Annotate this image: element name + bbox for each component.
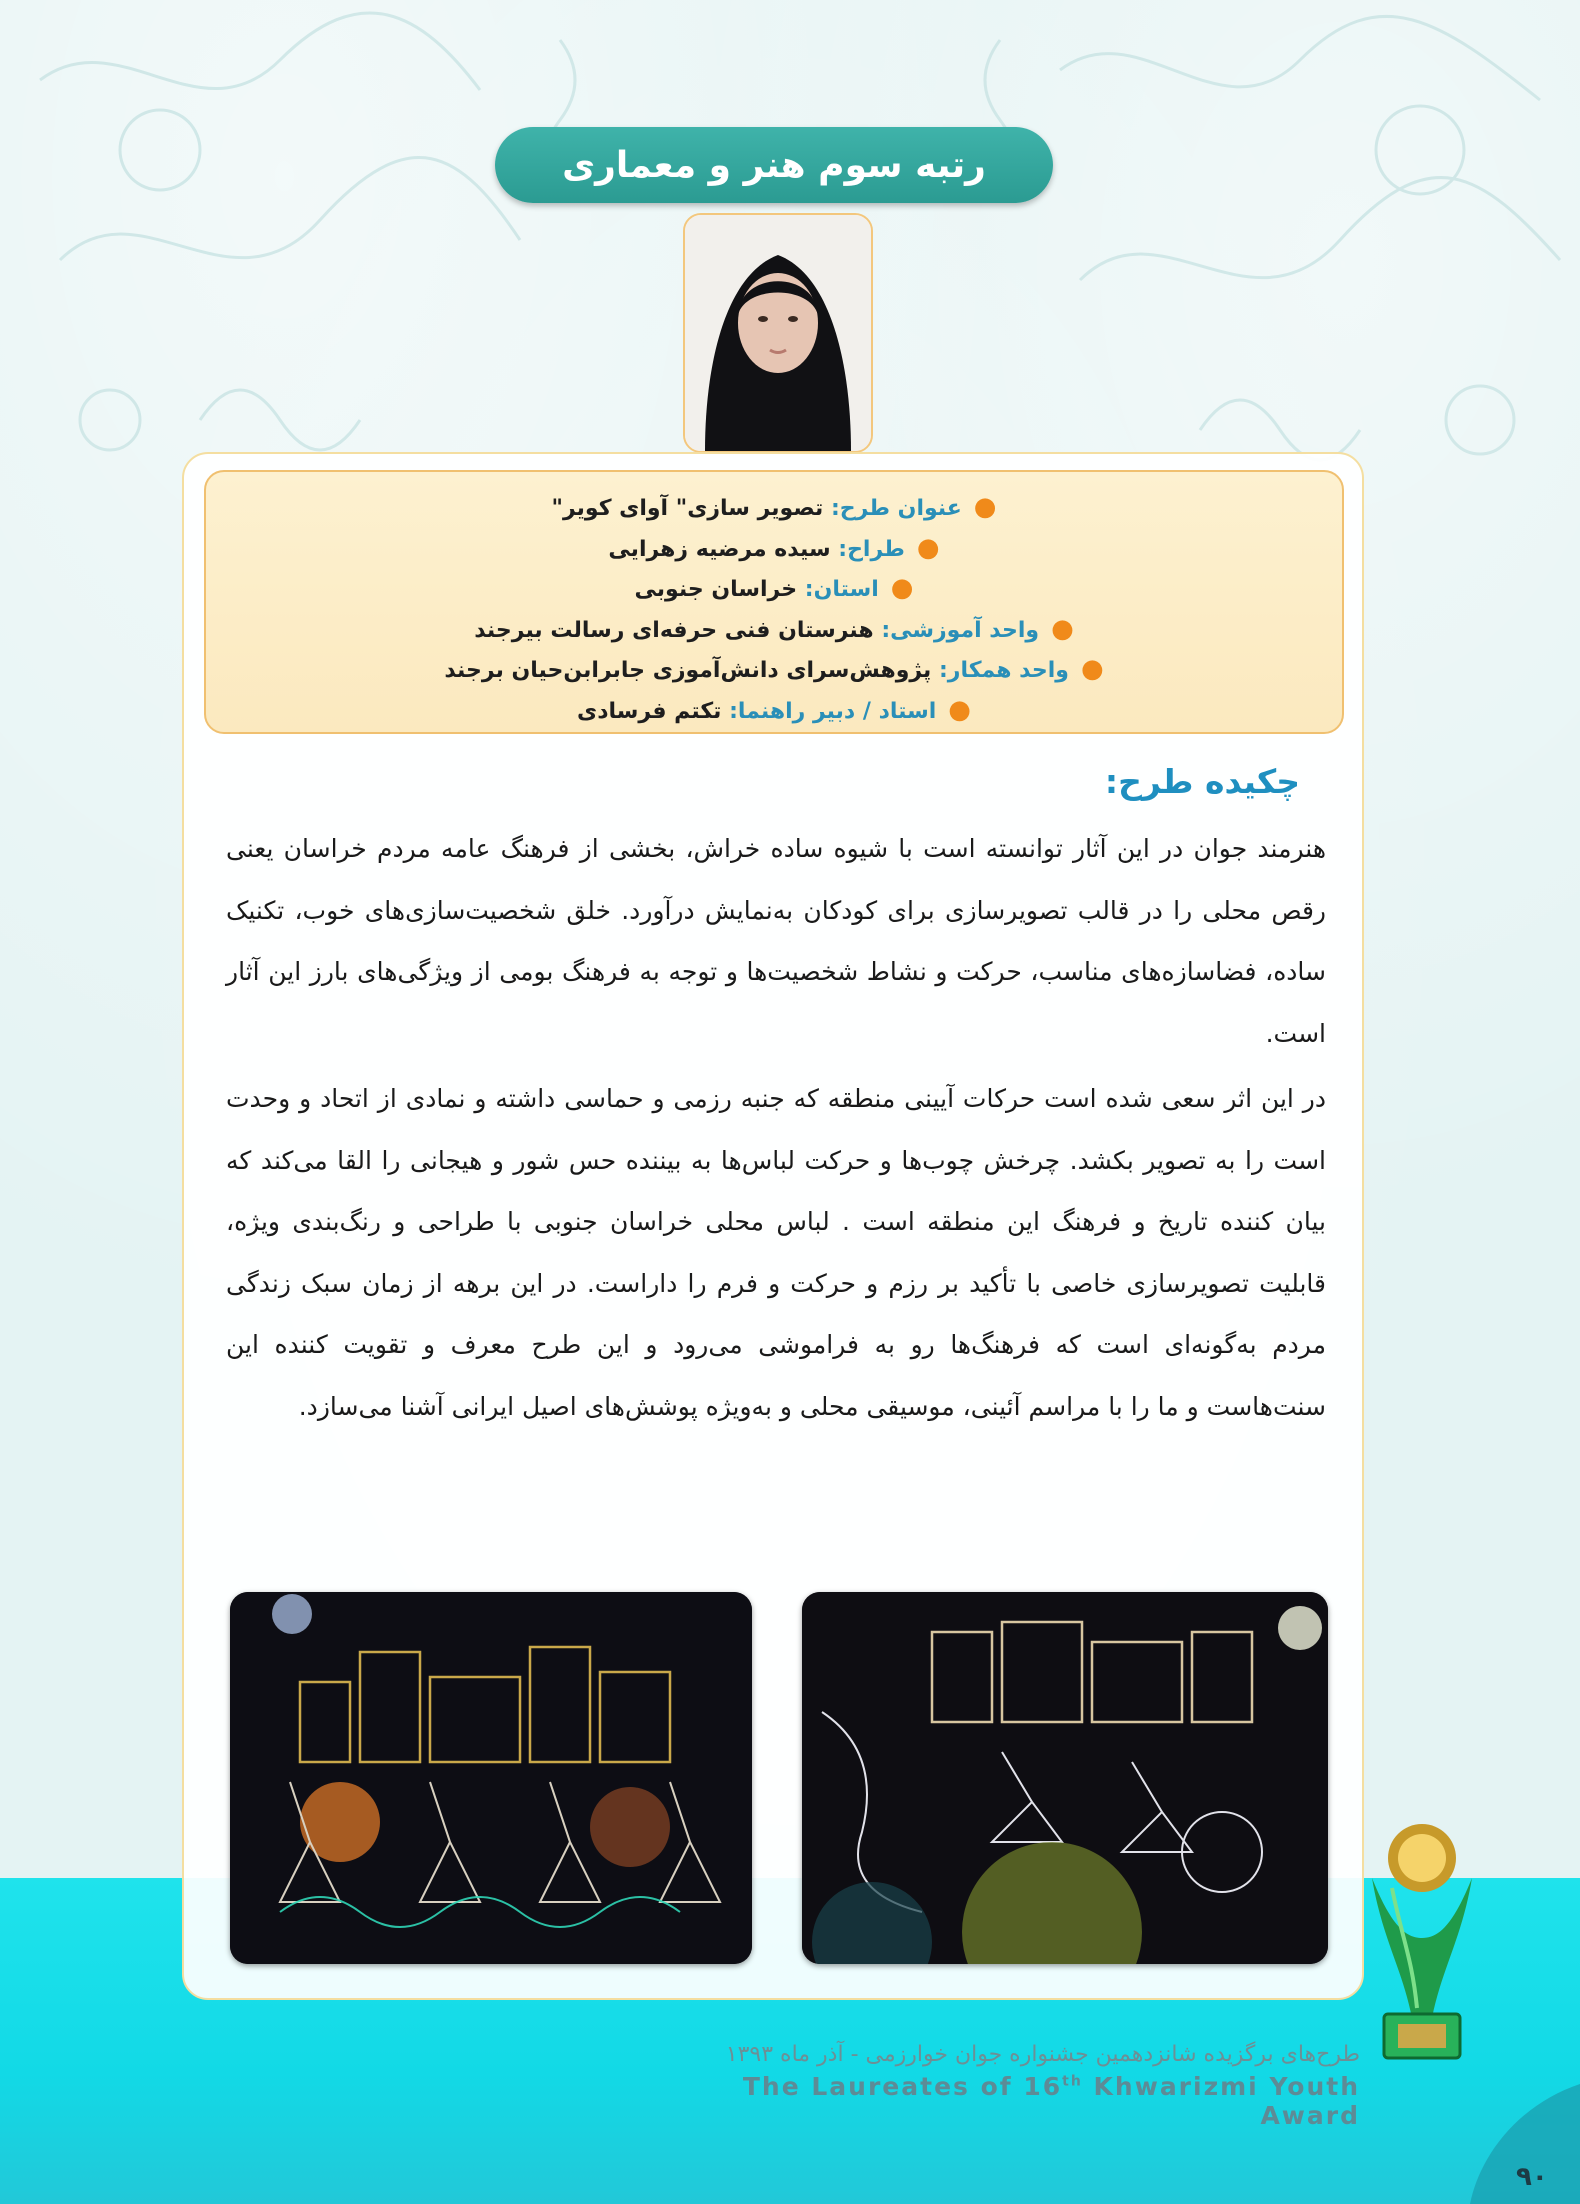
abstract-heading: چکیده طرح: xyxy=(1104,762,1300,801)
bullet-dot-icon: ● xyxy=(890,573,914,603)
trophy-icon xyxy=(1362,1818,1482,2068)
bullet-dot-icon: ● xyxy=(973,492,997,522)
project-info-box xyxy=(204,470,1344,734)
bullet-dot-icon: ● xyxy=(1080,654,1104,684)
footer-english-caption: The Laureates of 16th Khwarizmi Youth Award xyxy=(742,2072,1360,2130)
abstract-paragraph: در این اثر سعی شده است حرکات آیینی منطقه که جنبه رزمی و حماسی داشته و نمادی از اتحاد و وحدت است را به تصویر بکشد. چرخش چوب‌ها و حرکت لباس‌ها به بیننده حس شور و هیجانی را القا می‌کند که بیان کننده تاریخ و فرهنگ این منطقه است . لباس محلی خراسان جنوبی با طراحی و رنگ‌بندی ویژه، قابلیت تصویرسازی خاصی با تأکید بر رزم و حرکت و فرم را داراست. در این برهه از زمان سبک زندگی مردم به‌گونه‌ای است که فرهنگ‌ها رو به فراموشی می‌رود و این طرح معرف و تقویت کننده این سنت‌هاست و ما را با مراسم آئینی، موسیقی محلی و به‌ویژه پوشش‌های اصیل ایرانی آشنا می‌سازد. xyxy=(226,1084,1326,1421)
info-line-designer: ●طراح: سیده مرضیه زهرایی xyxy=(608,532,940,563)
bullet-dot-icon: ● xyxy=(916,532,940,563)
award-rank-title: رتبه سوم هنر و معماری xyxy=(495,127,1053,203)
abstract-paragraph: هنرمند جوان در این آثار توانسته است با شیوه ساده خراش، بخشی از فرهنگ عامه مردم خراسان یعنی رقص محلی را در قالب تصویرسازی برای کودکان به‌نمایش درآورد. خلق شخصیت‌سازی‌های خوب، تکنیک ساده، فضاسازه‌های مناسب، حرکت و نشاط شخصیت‌ها و توجه به فرهنگ بومی از ویژگی‌های بارز این آثار است. xyxy=(226,834,1326,1048)
bullet-dot-icon: ● xyxy=(1051,613,1074,644)
corner-curve-decoration xyxy=(1440,2064,1580,2204)
designer-photo xyxy=(683,213,873,453)
info-line-school: ●واحد آموزشی: هنرستان فنی حرفه‌ای رسالت بیرجند xyxy=(474,613,1074,644)
page-number: ۹۰ xyxy=(1516,2162,1548,2192)
bullet-dot-icon: ● xyxy=(948,694,971,725)
info-line-partner: ●واحد همکار: پژوهش‌سرای دانش‌آموزی جابرابن‌حیان برجند xyxy=(444,654,1104,684)
info-line-supervisor: ●استاد / دبیر راهنما: تکتم فرسادی xyxy=(577,694,971,725)
footer-persian-caption: طرح‌های برگزیده شانزدهمین جشنواره جوان خوارزمی - آذر ماه ۱۳۹۳ xyxy=(725,2042,1360,2067)
artwork-dancers-right xyxy=(802,1592,1328,1964)
artwork-dancers-left xyxy=(230,1592,752,1964)
abstract-body xyxy=(226,818,1326,1437)
info-line-province: ●استان: خراسان جنوبی xyxy=(634,573,914,603)
info-line-title: ●عنوان طرح: تصویر سازی" آوای کویر" xyxy=(551,492,997,522)
